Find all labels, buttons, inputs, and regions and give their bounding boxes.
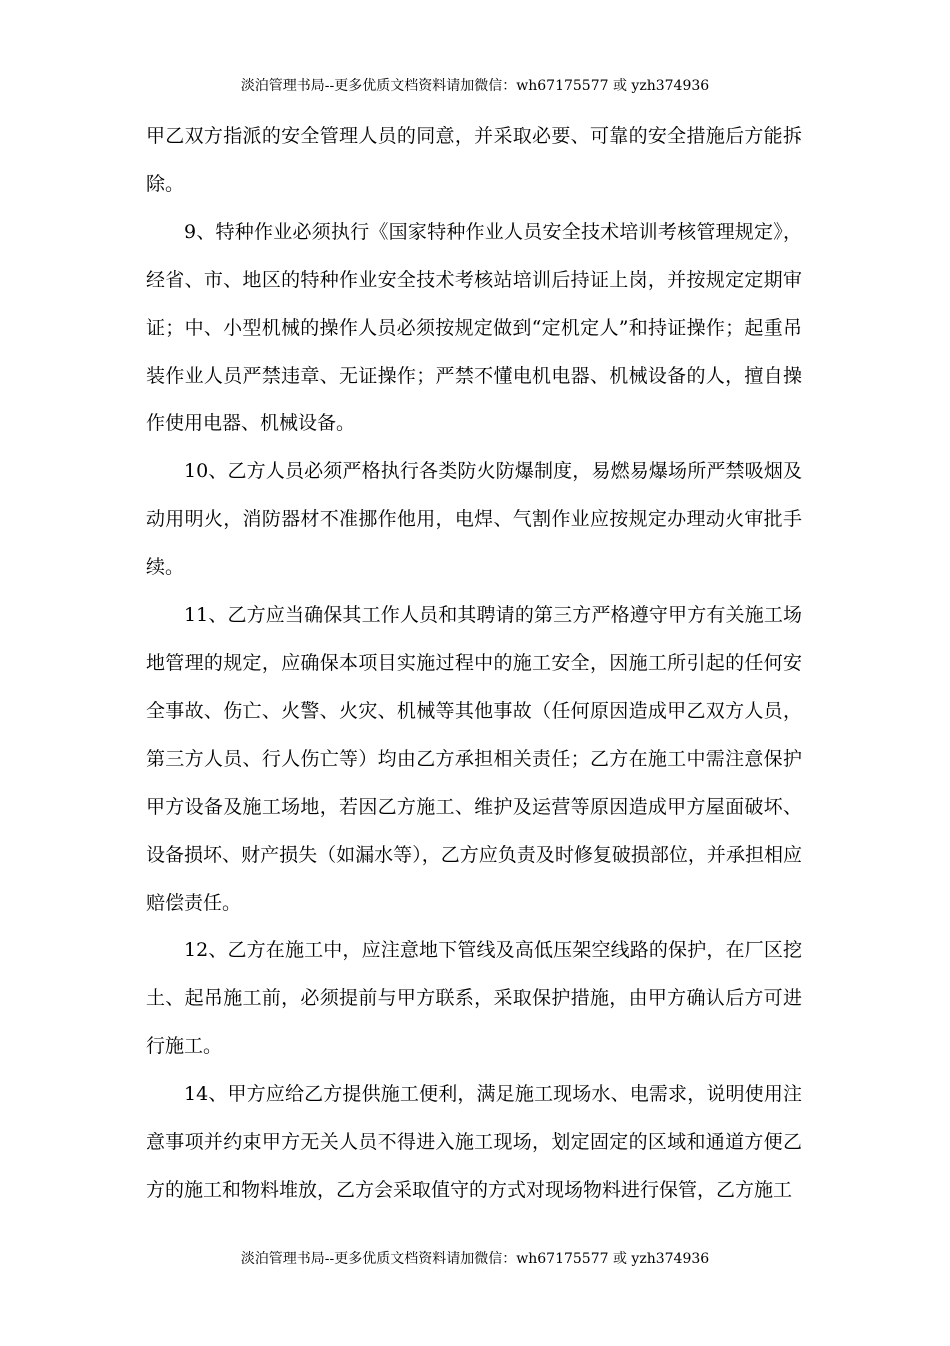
- paragraph-clause-9: 9、特种作业必须执行《国家特种作业人员安全技术培训考核管理规定》，经省、市、地区的特种作业安全技术考核站培训后持证上岗，并按规定定期审证；中、小型机械的操作人员必须按规定做到“定机定人”和持证操作；起重吊装作业人员严禁违章、无证操作；严禁不懂电机电器、机械设备的人，擅自操作使用电器、机械设备。: [146, 220, 802, 435]
- page-header: 淡泊管理书局--更多优质文档资料请加微信：wh67175577 或 yzh374936: [240, 78, 710, 94]
- paragraph-clause-14: 14、甲方应给乙方提供施工便利，满足施工现场水、电需求，说明使用注意事项并约束甲方无关人员不得进入施工现场，划定固定的区域和通道方便乙方的施工和物料堆放，乙方会采取值守的方式对现场物料进行保管，乙方施工: [146, 1083, 802, 1201]
- paragraph-clause-12: 12、乙方在施工中，应注意地下管线及高低压架空线路的保护，在厂区挖土、起吊施工前，必须提前与甲方联系，采取保护措施，由甲方确认后方可进行施工。: [146, 939, 802, 1058]
- paragraph-clause-11: 11、乙方应当确保其工作人员和其聘请的第三方严格遵守甲方有关施工场地管理的规定，应确保本项目实施过程中的施工安全，因施工所引起的任何安全事故、伤亡、火警、火灾、机械等其他事故（任何原因造成甲乙双方人员，第三方人员、行人伤亡等）均由乙方承担相关责任；乙方在施工中需注意保护甲方设备及施工场地，若因乙方施工、维护及运营等原因造成甲方屋面破坏、设备损坏、财产损失（如漏水等），乙方应负责及时修复破损部位，并承担相应赔偿责任。: [146, 604, 802, 914]
- paragraph-continuation: 甲乙双方指派的安全管理人员的同意，并采取必要、可靠的安全措施后方能拆除。: [146, 125, 802, 195]
- page-footer: 淡泊管理书局--更多优质文档资料请加微信：wh67175577 或 yzh374936: [240, 1251, 710, 1267]
- document-body: [146, 113, 802, 1215]
- paragraph-clause-10: 10、乙方人员必须严格执行各类防火防爆制度，易燃易爆场所严禁吸烟及动用明火，消防器材不准挪作他用，电焊、气割作业应按规定办理动火审批手续。: [146, 460, 802, 579]
